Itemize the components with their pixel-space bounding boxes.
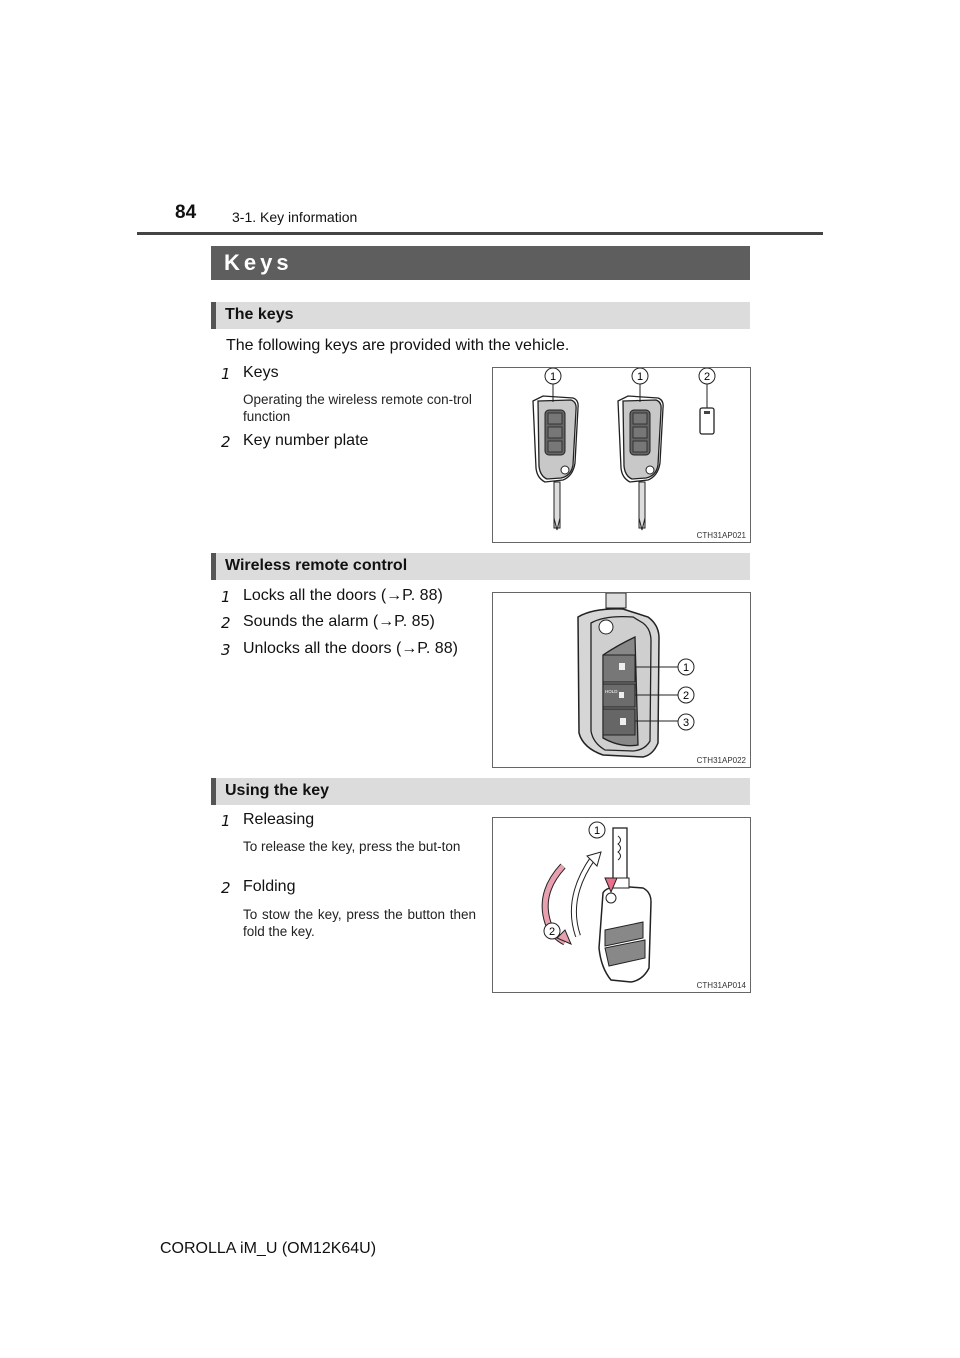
wireless-heading-bar: [211, 553, 750, 580]
key-fold-illustration: [493, 818, 750, 992]
footer-model: COROLLA iM_U (OM12K64U): [160, 1240, 377, 1257]
callout-2: 2: [703, 371, 711, 383]
callout-3: 3: [682, 717, 690, 729]
key-illustration-2: [618, 396, 663, 530]
callout-2: 2: [682, 690, 690, 702]
heading-marker: [211, 302, 216, 329]
releasing-label: Releasing: [243, 811, 315, 828]
keys-label: Keys: [243, 364, 279, 381]
using-heading-bar: [211, 778, 750, 805]
item-number: 2: [221, 614, 231, 632]
callout-1: 1: [636, 371, 644, 383]
page-title-bar: [211, 246, 750, 280]
hold-text: HOLD: [605, 689, 618, 694]
wireless-figure: [492, 592, 751, 768]
heading-marker: [211, 778, 216, 805]
figure-code: CTH31AP021: [696, 531, 746, 540]
the-keys-heading-bar: [211, 302, 750, 329]
using-heading: Using the key: [225, 782, 330, 799]
key-number-plate-illustration: [700, 408, 714, 434]
item-number: 2: [221, 433, 231, 451]
keys-description: Operating the wireless remote con-trol function: [243, 392, 472, 424]
the-keys-intro: The following keys are provided with the vehicle.: [226, 337, 570, 354]
item-number: 1: [221, 588, 231, 606]
header-rule: [137, 232, 823, 235]
item-number: 2: [221, 879, 231, 897]
folding-label: Folding: [243, 878, 296, 895]
callout-1: 1: [549, 371, 557, 383]
page-title: Keys: [224, 250, 293, 275]
using-figure: [492, 817, 751, 993]
releasing-description: To release the key, press the but-ton: [243, 839, 461, 854]
section-title: 3-1. Key information: [232, 209, 358, 225]
key-number-plate-label: Key number plate: [243, 432, 369, 449]
page-number: 84: [175, 202, 197, 223]
heading-marker: [211, 553, 216, 580]
callout-2: 2: [548, 926, 556, 938]
item-number: 1: [221, 365, 231, 383]
lock-label: Locks all the doors (→P. 88): [243, 587, 443, 604]
item-number: 1: [221, 812, 231, 830]
the-keys-heading: The keys: [225, 306, 294, 323]
folding-description: To stow the key, press the button then fold the key.: [243, 907, 476, 939]
callout-1: 1: [682, 662, 690, 674]
key-illustration-1: [533, 396, 578, 530]
item-number: 3: [221, 641, 231, 659]
keys-illustration: [493, 368, 750, 542]
callout-1: 1: [593, 825, 601, 837]
remote-illustration: [493, 593, 750, 767]
figure-code: CTH31AP022: [696, 756, 746, 765]
wireless-heading: Wireless remote control: [225, 557, 408, 574]
figure-code: CTH31AP014: [696, 981, 746, 990]
alarm-label: Sounds the alarm (→P. 85): [243, 613, 435, 630]
keys-figure: [492, 367, 751, 543]
unlock-label: Unlocks all the doors (→P. 88): [243, 640, 458, 657]
